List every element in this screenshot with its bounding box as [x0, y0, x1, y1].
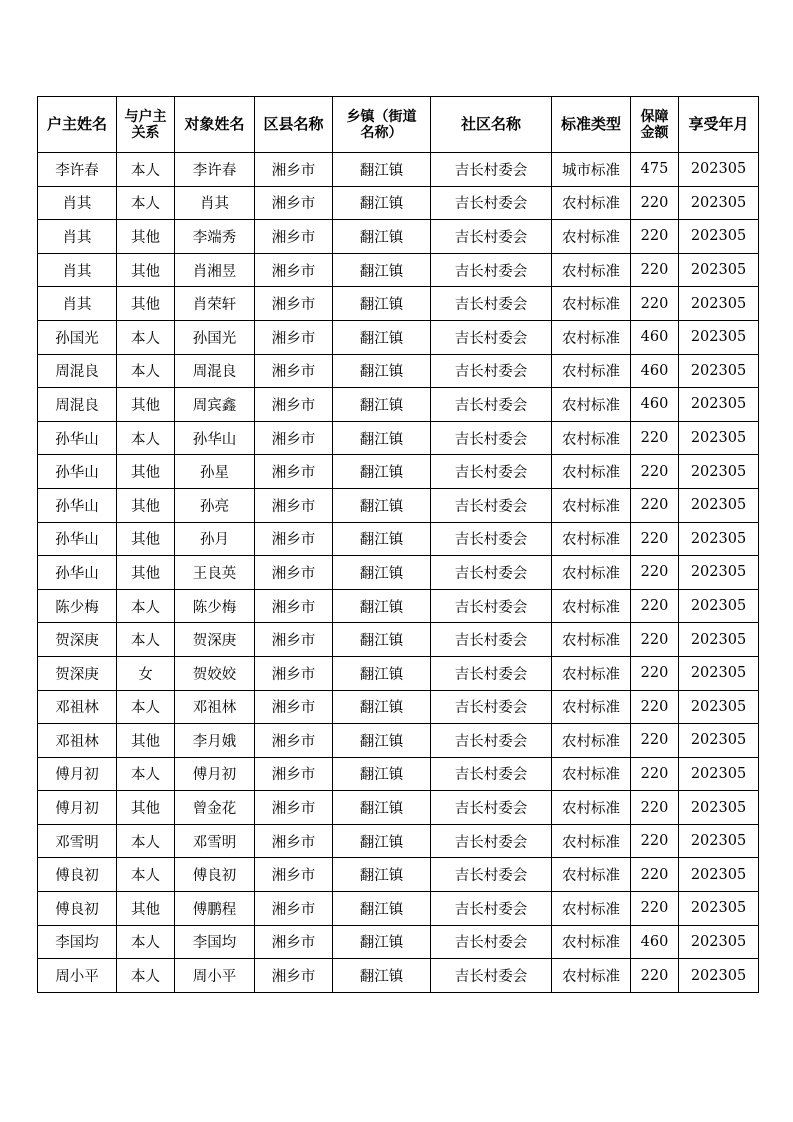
cell-month: 202305 [679, 757, 759, 791]
cell-community: 吉长村委会 [431, 791, 552, 825]
cell-household-head: 肖其 [38, 186, 117, 220]
cell-county: 湘乡市 [255, 791, 333, 825]
cell-county: 湘乡市 [255, 421, 333, 455]
cell-relation: 其他 [117, 220, 175, 254]
cell-amount: 220 [631, 556, 679, 590]
cell-recipient-name: 孙华山 [175, 421, 255, 455]
table-row [38, 421, 759, 455]
cell-household-head: 傅良初 [38, 858, 117, 892]
cell-town: 翻江镇 [333, 791, 431, 825]
cell-county: 湘乡市 [255, 253, 333, 287]
cell-town: 翻江镇 [333, 488, 431, 522]
cell-community: 吉长村委会 [431, 522, 552, 556]
cell-town: 翻江镇 [333, 858, 431, 892]
cell-community: 吉长村委会 [431, 388, 552, 422]
cell-town: 翻江镇 [333, 623, 431, 657]
cell-county: 湘乡市 [255, 556, 333, 590]
cell-relation: 本人 [117, 186, 175, 220]
cell-town: 翻江镇 [333, 522, 431, 556]
cell-recipient-name: 曾金花 [175, 791, 255, 825]
header-relation: 与户主 关系 [117, 97, 175, 153]
cell-county: 湘乡市 [255, 724, 333, 758]
cell-county: 湘乡市 [255, 455, 333, 489]
table-row [38, 488, 759, 522]
cell-household-head: 孙华山 [38, 455, 117, 489]
cell-county: 湘乡市 [255, 656, 333, 690]
cell-town: 翻江镇 [333, 287, 431, 321]
cell-standard-type: 农村标准 [552, 690, 631, 724]
cell-household-head: 傅月初 [38, 757, 117, 791]
cell-county: 湘乡市 [255, 824, 333, 858]
cell-standard-type: 农村标准 [552, 354, 631, 388]
cell-amount: 460 [631, 354, 679, 388]
cell-recipient-name: 李月娥 [175, 724, 255, 758]
table-row [38, 220, 759, 254]
table-row [38, 757, 759, 791]
cell-recipient-name: 邓雪明 [175, 824, 255, 858]
table-row [38, 656, 759, 690]
cell-community: 吉长村委会 [431, 186, 552, 220]
cell-county: 湘乡市 [255, 320, 333, 354]
cell-month: 202305 [679, 959, 759, 993]
cell-county: 湘乡市 [255, 757, 333, 791]
table-row [38, 320, 759, 354]
cell-town: 翻江镇 [333, 253, 431, 287]
cell-relation: 其他 [117, 253, 175, 287]
cell-community: 吉长村委会 [431, 858, 552, 892]
header-month: 享受年月 [679, 97, 759, 153]
cell-town: 翻江镇 [333, 320, 431, 354]
cell-relation: 本人 [117, 757, 175, 791]
cell-month: 202305 [679, 724, 759, 758]
cell-community: 吉长村委会 [431, 757, 552, 791]
cell-town: 翻江镇 [333, 925, 431, 959]
cell-standard-type: 农村标准 [552, 455, 631, 489]
cell-town: 翻江镇 [333, 354, 431, 388]
cell-standard-type: 农村标准 [552, 287, 631, 321]
cell-household-head: 孙华山 [38, 488, 117, 522]
cell-recipient-name: 孙月 [175, 522, 255, 556]
cell-household-head: 陈少梅 [38, 589, 117, 623]
cell-amount: 220 [631, 522, 679, 556]
cell-household-head: 肖其 [38, 287, 117, 321]
cell-household-head: 肖其 [38, 220, 117, 254]
cell-community: 吉长村委会 [431, 320, 552, 354]
cell-standard-type: 农村标准 [552, 656, 631, 690]
cell-town: 翻江镇 [333, 186, 431, 220]
cell-town: 翻江镇 [333, 959, 431, 993]
cell-town: 翻江镇 [333, 455, 431, 489]
table-row [38, 623, 759, 657]
cell-household-head: 孙华山 [38, 421, 117, 455]
cell-county: 湘乡市 [255, 488, 333, 522]
cell-relation: 其他 [117, 556, 175, 590]
cell-community: 吉长村委会 [431, 589, 552, 623]
cell-month: 202305 [679, 791, 759, 825]
cell-standard-type: 农村标准 [552, 858, 631, 892]
cell-recipient-name: 肖其 [175, 186, 255, 220]
cell-amount: 220 [631, 656, 679, 690]
cell-relation: 其他 [117, 892, 175, 926]
cell-household-head: 邓祖林 [38, 724, 117, 758]
cell-relation: 本人 [117, 421, 175, 455]
table-row [38, 186, 759, 220]
cell-month: 202305 [679, 253, 759, 287]
cell-community: 吉长村委会 [431, 925, 552, 959]
header-town: 乡镇（街道 名称） [333, 97, 431, 153]
cell-recipient-name: 贺姣姣 [175, 656, 255, 690]
cell-household-head: 孙华山 [38, 556, 117, 590]
cell-relation: 女 [117, 656, 175, 690]
assistance-roster-table [37, 96, 759, 993]
cell-standard-type: 农村标准 [552, 959, 631, 993]
cell-recipient-name: 李国均 [175, 925, 255, 959]
cell-county: 湘乡市 [255, 959, 333, 993]
table-row [38, 690, 759, 724]
header-county: 区县名称 [255, 97, 333, 153]
cell-town: 翻江镇 [333, 757, 431, 791]
cell-county: 湘乡市 [255, 186, 333, 220]
cell-relation: 本人 [117, 959, 175, 993]
cell-amount: 220 [631, 623, 679, 657]
cell-month: 202305 [679, 455, 759, 489]
cell-standard-type: 农村标准 [552, 522, 631, 556]
cell-month: 202305 [679, 690, 759, 724]
table-row [38, 354, 759, 388]
cell-community: 吉长村委会 [431, 556, 552, 590]
cell-town: 翻江镇 [333, 824, 431, 858]
cell-community: 吉长村委会 [431, 656, 552, 690]
cell-amount: 220 [631, 724, 679, 758]
cell-amount: 460 [631, 388, 679, 422]
cell-standard-type: 农村标准 [552, 186, 631, 220]
table-row [38, 959, 759, 993]
cell-amount: 475 [631, 153, 679, 187]
header-standard-type: 标准类型 [552, 97, 631, 153]
cell-relation: 本人 [117, 824, 175, 858]
table-row [38, 522, 759, 556]
cell-town: 翻江镇 [333, 556, 431, 590]
cell-amount: 220 [631, 892, 679, 926]
cell-amount: 220 [631, 421, 679, 455]
cell-relation: 本人 [117, 858, 175, 892]
cell-amount: 220 [631, 791, 679, 825]
table-row [38, 287, 759, 321]
cell-household-head: 孙华山 [38, 522, 117, 556]
cell-amount: 220 [631, 488, 679, 522]
cell-relation: 其他 [117, 791, 175, 825]
cell-recipient-name: 李许春 [175, 153, 255, 187]
cell-relation: 其他 [117, 287, 175, 321]
cell-town: 翻江镇 [333, 656, 431, 690]
cell-month: 202305 [679, 488, 759, 522]
cell-community: 吉长村委会 [431, 455, 552, 489]
cell-recipient-name: 孙亮 [175, 488, 255, 522]
cell-recipient-name: 李端秀 [175, 220, 255, 254]
cell-month: 202305 [679, 220, 759, 254]
cell-household-head: 肖其 [38, 253, 117, 287]
cell-household-head: 孙国光 [38, 320, 117, 354]
cell-town: 翻江镇 [333, 153, 431, 187]
cell-community: 吉长村委会 [431, 488, 552, 522]
cell-household-head: 邓雪明 [38, 824, 117, 858]
header-amount: 保障 金额 [631, 97, 679, 153]
cell-county: 湘乡市 [255, 858, 333, 892]
table-row [38, 724, 759, 758]
cell-standard-type: 农村标准 [552, 421, 631, 455]
table-row [38, 388, 759, 422]
cell-relation: 其他 [117, 388, 175, 422]
cell-town: 翻江镇 [333, 892, 431, 926]
table-row [38, 589, 759, 623]
table-body [38, 153, 759, 993]
cell-community: 吉长村委会 [431, 421, 552, 455]
cell-relation: 其他 [117, 455, 175, 489]
cell-community: 吉长村委会 [431, 959, 552, 993]
cell-town: 翻江镇 [333, 690, 431, 724]
cell-recipient-name: 肖湘昱 [175, 253, 255, 287]
cell-recipient-name: 贺深庚 [175, 623, 255, 657]
cell-recipient-name: 邓祖林 [175, 690, 255, 724]
cell-household-head: 傅月初 [38, 791, 117, 825]
cell-standard-type: 农村标准 [552, 623, 631, 657]
cell-relation: 本人 [117, 354, 175, 388]
table-row [38, 791, 759, 825]
cell-county: 湘乡市 [255, 388, 333, 422]
table-row [38, 455, 759, 489]
table-row [38, 253, 759, 287]
cell-standard-type: 农村标准 [552, 388, 631, 422]
table-row [38, 892, 759, 926]
cell-amount: 220 [631, 690, 679, 724]
header-household-head: 户主姓名 [38, 97, 117, 153]
cell-recipient-name: 王良英 [175, 556, 255, 590]
cell-amount: 220 [631, 858, 679, 892]
header-community: 社区名称 [431, 97, 552, 153]
cell-county: 湘乡市 [255, 589, 333, 623]
cell-amount: 220 [631, 589, 679, 623]
cell-household-head: 周小平 [38, 959, 117, 993]
cell-month: 202305 [679, 186, 759, 220]
table-row [38, 153, 759, 187]
cell-amount: 220 [631, 757, 679, 791]
cell-community: 吉长村委会 [431, 253, 552, 287]
cell-amount: 220 [631, 959, 679, 993]
cell-recipient-name: 傅良初 [175, 858, 255, 892]
cell-community: 吉长村委会 [431, 892, 552, 926]
cell-community: 吉长村委会 [431, 623, 552, 657]
table-row [38, 556, 759, 590]
cell-month: 202305 [679, 320, 759, 354]
table-row [38, 824, 759, 858]
cell-town: 翻江镇 [333, 220, 431, 254]
cell-recipient-name: 周小平 [175, 959, 255, 993]
cell-relation: 本人 [117, 690, 175, 724]
cell-month: 202305 [679, 925, 759, 959]
cell-standard-type: 农村标准 [552, 791, 631, 825]
cell-month: 202305 [679, 623, 759, 657]
table-row [38, 925, 759, 959]
cell-recipient-name: 肖荣轩 [175, 287, 255, 321]
cell-household-head: 周混良 [38, 354, 117, 388]
cell-standard-type: 农村标准 [552, 824, 631, 858]
cell-community: 吉长村委会 [431, 724, 552, 758]
cell-relation: 本人 [117, 320, 175, 354]
cell-month: 202305 [679, 589, 759, 623]
cell-town: 翻江镇 [333, 421, 431, 455]
cell-relation: 其他 [117, 522, 175, 556]
cell-month: 202305 [679, 354, 759, 388]
cell-recipient-name: 陈少梅 [175, 589, 255, 623]
cell-recipient-name: 孙星 [175, 455, 255, 489]
cell-community: 吉长村委会 [431, 690, 552, 724]
cell-month: 202305 [679, 421, 759, 455]
cell-standard-type: 农村标准 [552, 488, 631, 522]
cell-standard-type: 农村标准 [552, 757, 631, 791]
cell-amount: 220 [631, 287, 679, 321]
cell-standard-type: 农村标准 [552, 556, 631, 590]
cell-household-head: 傅良初 [38, 892, 117, 926]
cell-county: 湘乡市 [255, 690, 333, 724]
cell-relation: 本人 [117, 589, 175, 623]
cell-month: 202305 [679, 892, 759, 926]
cell-standard-type: 农村标准 [552, 320, 631, 354]
cell-town: 翻江镇 [333, 589, 431, 623]
cell-recipient-name: 周宾鑫 [175, 388, 255, 422]
cell-county: 湘乡市 [255, 892, 333, 926]
cell-relation: 本人 [117, 153, 175, 187]
cell-relation: 本人 [117, 623, 175, 657]
cell-standard-type: 农村标准 [552, 589, 631, 623]
cell-standard-type: 农村标准 [552, 925, 631, 959]
cell-standard-type: 农村标准 [552, 220, 631, 254]
cell-household-head: 邓祖林 [38, 690, 117, 724]
cell-month: 202305 [679, 522, 759, 556]
cell-community: 吉长村委会 [431, 153, 552, 187]
cell-amount: 220 [631, 824, 679, 858]
cell-county: 湘乡市 [255, 925, 333, 959]
cell-month: 202305 [679, 556, 759, 590]
cell-household-head: 贺深庚 [38, 656, 117, 690]
cell-county: 湘乡市 [255, 623, 333, 657]
cell-county: 湘乡市 [255, 153, 333, 187]
cell-month: 202305 [679, 824, 759, 858]
cell-community: 吉长村委会 [431, 354, 552, 388]
cell-town: 翻江镇 [333, 388, 431, 422]
cell-county: 湘乡市 [255, 287, 333, 321]
cell-household-head: 李国均 [38, 925, 117, 959]
cell-recipient-name: 傅鹏程 [175, 892, 255, 926]
cell-amount: 220 [631, 186, 679, 220]
cell-community: 吉长村委会 [431, 287, 552, 321]
header-recipient-name: 对象姓名 [175, 97, 255, 153]
cell-recipient-name: 周混良 [175, 354, 255, 388]
cell-recipient-name: 孙国光 [175, 320, 255, 354]
cell-month: 202305 [679, 153, 759, 187]
cell-household-head: 周混良 [38, 388, 117, 422]
table-row [38, 858, 759, 892]
cell-amount: 460 [631, 925, 679, 959]
cell-amount: 220 [631, 455, 679, 489]
cell-household-head: 贺深庚 [38, 623, 117, 657]
cell-recipient-name: 傅月初 [175, 757, 255, 791]
cell-relation: 其他 [117, 488, 175, 522]
cell-amount: 220 [631, 220, 679, 254]
cell-county: 湘乡市 [255, 354, 333, 388]
cell-month: 202305 [679, 287, 759, 321]
cell-town: 翻江镇 [333, 724, 431, 758]
cell-relation: 其他 [117, 724, 175, 758]
cell-amount: 220 [631, 253, 679, 287]
cell-household-head: 李许春 [38, 153, 117, 187]
cell-standard-type: 农村标准 [552, 724, 631, 758]
cell-standard-type: 农村标准 [552, 892, 631, 926]
table-header-row [38, 97, 759, 153]
cell-month: 202305 [679, 388, 759, 422]
cell-county: 湘乡市 [255, 522, 333, 556]
cell-standard-type: 农村标准 [552, 253, 631, 287]
cell-standard-type: 城市标准 [552, 153, 631, 187]
cell-community: 吉长村委会 [431, 220, 552, 254]
cell-month: 202305 [679, 858, 759, 892]
cell-amount: 460 [631, 320, 679, 354]
cell-month: 202305 [679, 656, 759, 690]
cell-community: 吉长村委会 [431, 824, 552, 858]
cell-county: 湘乡市 [255, 220, 333, 254]
cell-relation: 本人 [117, 925, 175, 959]
